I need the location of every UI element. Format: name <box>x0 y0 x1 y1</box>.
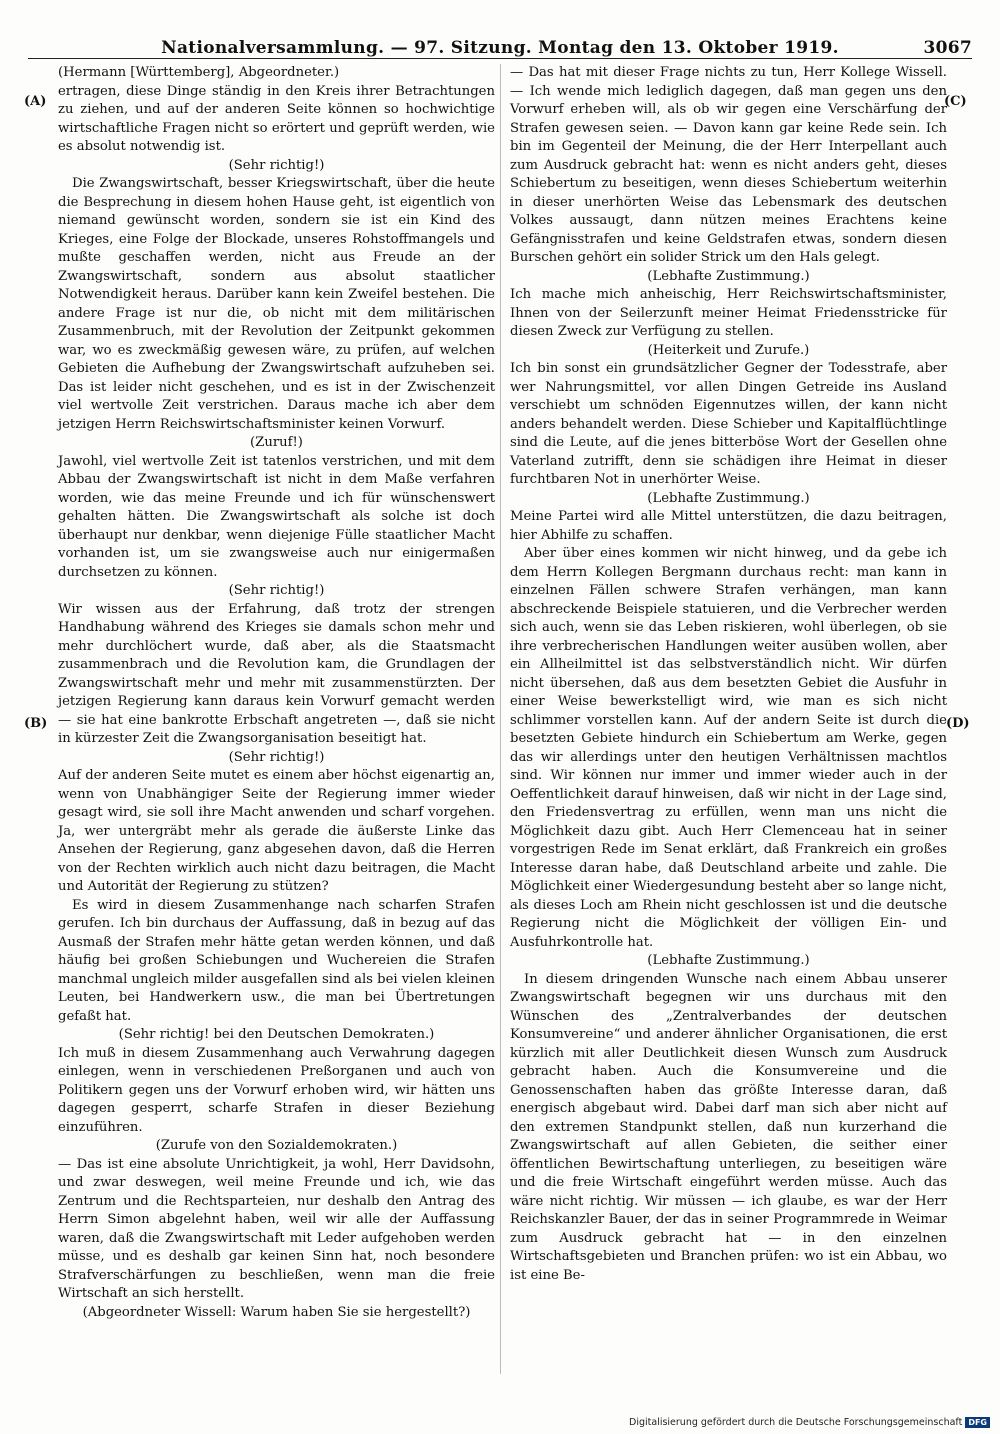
paragraph: Auf der anderen Seite mutet es einem aber höchst eigenartig an, wenn von Unabhängiger Seite der Regierung immer wieder gesagt wird, sie soll ihre Macht anwenden und scharf vorgehen. Ja, wer untergräbt mehr als gerade die äußerste Linke das Ansehen der Regierung, ganz abgesehen davon, daß die Herren von der Rechten wirklich auch nicht dazu beitragen, die Macht und Autorität der Regierung zu stützen? <box>58 768 495 894</box>
column-divider <box>500 64 501 1374</box>
speaker-tag: (Hermann [Württemberg], Abgeordneter.) <box>58 65 340 80</box>
paragraph: Es wird in diesem Zusammenhange nach scharfen Strafen gerufen. Ich bin durchaus der Auffassung, daß in bezug auf das Ausmaß der Strafen mehr hätte getan werden können, und daß häufig bei großen Schiebungen und Wuchereien die Strafen manchmal ungleich milder ausgefallen sind als bei vielen kleinen Leuten, bei Handwerkern usw., die man bei Übertretungen gefaßt hat. <box>58 897 495 1024</box>
page-number: 3067 <box>923 38 972 58</box>
footer-text: Digitalisierung gefördert durch die Deutsche Forschungsgemeinschaft <box>629 1417 963 1428</box>
dfg-logo: DFG <box>965 1417 990 1428</box>
interjection: (Lebhafte Zustimmung.) <box>647 953 810 968</box>
interjection: (Heiterkeit und Zurufe.) <box>647 342 810 358</box>
paragraph: ertragen, diese Dinge ständig in den Kreis ihrer Betrachtungen zu ziehen, und auf der anderen Seite können so hochwichtige wirtschaftliche Fragen nicht so erörtert und geprüft werden, wie es absolut notwendig ist. <box>58 83 495 154</box>
paragraph: Wir wissen aus der Erfahrung, daß trotz der strengen Handhabung während des Krieges sie damals schon mehr und mehr durchlöchert wurde, daß aber, als die Staatsmacht zusammenbrach und die Revolution kam, die Grundlagen der Zwangswirtschaft mehr und mehr mit zusammenstürzten. Der jetzigen Regierung kann daraus kein Vorwurf gemacht werden — sie hat eine bankrotte Erbschaft angetreten —, daß sie nicht in kürzester Zeit die Zwangsorganisation beseitigt hat. <box>58 601 495 746</box>
paragraph: Ich bin sonst ein grundsätzlicher Gegner der Todesstrafe, aber wer Nahrungsmittel, vor allen Dingen Getreide ins Ausland verschiebt um schnöden Eigennutzes willen, der kann nicht anders behandelt werden. Diese Schieber und Kapitalflüchtlinge sind die Leute, auf die jenes bitterböse Wort der Gesellen ohne Vaterland zutrifft, denn sie schädigen ihre Heimat in dieser furchtbaren Not in unerhörter Weise. <box>510 361 947 487</box>
interjection: (Sehr richtig! bei den Deutschen Demokraten.) <box>118 1027 435 1042</box>
interjection: (Zurufe von den Sozialdemokraten.) <box>155 1138 398 1153</box>
interjection: (Lebhafte Zustimmung.) <box>647 490 810 506</box>
paragraph: Jawohl, viel wertvolle Zeit ist tatenlos verstrichen, und mit dem Abbau der Zwangswirtschaft ist nicht in dem Maße verfahren worden, wie das meine Freunde und ich für wünschenswert gehalten hätten. Die Zwangswirtschaft als solche ist doch überhaupt nur denkbar, wenn diejenige Fülle staatlicher Macht vorhanden ist, um sie zwangsweise auch nur einigermaßen durchsetzen zu können. <box>58 453 495 580</box>
interjection: (Sehr richtig!) <box>228 749 325 765</box>
paragraph: — Das hat mit dieser Frage nichts zu tun, Herr Kollege Wissell. — Ich wende mich lediglich dagegen, daß man gegen uns den Vorwurf erheben will, als ob wir gegen eine Verschärfung der Strafen gewesen seien. — Davon kann gar keine Rede sein. Ich bin im Gegenteil der Meinung, die der Herr Interpellant auch zum Ausdruck gebracht hat: wenn es nicht anders geht, dieses Schiebertum zu beseitigen, wenn dieses Schiebertum weiterhin in dieser unerhörten Weise das Lebensmark des deutschen Volkes aussaugt, dann nützen meines Erachtens keine Gefängnisstrafen und keine Geldstrafen etwas, sondern diesen Burschen gehört ein solider Strick um den Hals gelegt. <box>510 65 947 265</box>
header-title: Nationalversammlung. — 97. Sitzung. Montag den 13. Oktober 1919. <box>161 38 839 58</box>
interjection: (Sehr richtig!) <box>228 157 325 173</box>
footer <box>629 1417 990 1428</box>
paragraph: Die Zwangswirtschaft, besser Kriegswirtschaft, über die heute die Besprechung in diesem hohen Hause geht, ist eigentlich von niemand gewünscht worden, sondern sie ist ein Kind des Krieges, eine Folge der Blockade, unseres Rohstoffmangels und mußte geschaffen werden, nicht aus Freude an der Zwangswirtschaft, sondern aus absolut staatlicher Notwendigkeit heraus. Darüber kann kein Zweifel bestehen. Die andere Frage ist nur die, ob nicht mit dem militärischen Zusammenbruch, mit der Revolution der Zeitpunkt gekommen war, wo es zweckmäßig gewesen wäre, zu prüfen, auf welchen Gebieten die Aufhebung der Zwangswirtschaft aufzuheben sei. Das ist leider nicht geschehen, und es ist in der Zwischenzeit viel wertvolle Zeit verstrichen. Daraus mache ich aber dem jetzigen Herrn Reichswirtschaftsminister keinen Vorwurf. <box>58 176 495 432</box>
paragraph: Ich muß in diesem Zusammenhang auch Verwahrung dagegen einlegen, wenn in verschiedenen Preßorganen und auch von Politikern gegen uns der Vorwurf erhoben wird, wir hätten uns dagegen gesperrt, scharfe Strafen in dieser Beziehung einzuführen. <box>58 1045 495 1135</box>
paragraph: Meine Partei wird alle Mittel unterstützen, die dazu beitragen, hier Abhilfe zu schaffen. <box>510 509 947 543</box>
paragraph: Aber über eines kommen wir nicht hinweg, und da gebe ich dem Herrn Kollegen Bergmann durchaus recht: man kann in einzelnen Fällen schwere Strafen verhängen, man kann abschreckende Beispiele statuieren, und die Verbrecher werden sich auch, wenn sie das Leben riskieren, wohl überlegen, ob sie ihre verbrecherischen Handlungen weiter ausüben wollen, aber ein Allheilmittel ist das selbstverständlich nicht. Wir dürfen nicht übersehen, daß aus dem besetzten Gebiet die Ausfuhr in einer Weise bewerkstelligt wird, wie man es sich nicht schlimmer vorstellen kann. Auf der andern Seite ist durch die besetzten Gebiete hindurch ein Schiebertum am Werke, gegen das wir allerdings unter den heutigen Verhältnissen machtlos sind. Wir können nur immer und immer wieder auch in der Oeffentlichkeit darauf hinweisen, daß wir nicht in der Lage sind, den Friedensvertrag zu erfüllen, wenn man uns nicht die Möglichkeit dazu gibt. Auch Herr Clemenceau hat in seiner vorgestrigen Rede im Senat erklärt, daß Frankreich ein großes Interesse daran habe, daß Deutschland arbeite und zahle. Die Möglichkeit einer Wiedergesundung besteht aber so lange nicht, als dieses Loch am Rhein nicht geschlossen ist und die deutsche Regierung nicht die Möglichkeit der völligen Ein- und Ausfuhrkontrolle hat. <box>510 546 947 950</box>
right-column <box>510 64 947 1285</box>
margin-mark-c: (C) <box>944 94 967 109</box>
interjection: (Sehr richtig!) <box>228 583 325 598</box>
paragraph: Ich mache mich anheischig, Herr Reichswirtschaftsminister, Ihnen von der Seilerzunft meiner Heimat Friedensstricke für diesen Zweck zur Verfügung zu stellen. <box>510 287 947 339</box>
interjection: (Lebhafte Zustimmung.) <box>647 268 810 284</box>
interjection: (Zuruf!) <box>250 435 303 450</box>
page-header <box>28 32 972 59</box>
paragraph: In diesem dringenden Wunsche nach einem Abbau unserer Zwangswirtschaft begegnen wir uns durchaus mit den Wünschen des „Zentralverbandes der deutschen Konsumvereine“ und anderer ähnlicher Organisationen, die erst kürzlich mit aller Deutlichkeit diesen Wunsch zum Ausdruck gebracht haben. Auch die Konsumvereine und die Genossenschaften haben das größte Interesse daran, daß energisch abgebaut wird. Dabei darf man sich aber nicht auf den extremen Standpunkt stellen, daß nun kurzerhand die Zwangswirtschaft auf allen Gebieten, die seither einer öffentlichen Bewirtschaftung unterliegen, zu beseitigen wäre und die freie Wirtschaft eingeführt werden müsse. Auch das wäre nicht richtig. Wir müssen — ich glaube, es war der Herr Reichskanzler Bauer, der das in seiner Programmrede in Weimar zum Ausdruck gebracht hat — in den einzelnen Wirtschaftsgebieten und Branchen prüfen: wo ist ein Abbau, wo ist eine Be- <box>510 971 947 1283</box>
interjection: (Abgeordneter Wissell: Warum haben Sie sie hergestellt?) <box>82 1304 471 1320</box>
margin-mark-b: (B) <box>24 716 48 731</box>
margin-mark-a: (A) <box>24 94 47 109</box>
paragraph: — Das ist eine absolute Unrichtigkeit, ja wohl, Herr Davidsohn, und zwar deswegen, weil meine Freunde und ich, wie das Zentrum und die Rechtsparteien, nur deshalb den Antrag des Herrn Simon abgelehnt haben, weil wir alle der Auffassung waren, daß die Zwangswirtschaft mit Leder aufgehoben werden müsse, und es deshalb gar keinen Sinn hat, noch besondere Strafverschärfungen zu beschließen, wenn man die freie Wirtschaft an sich herstellt. <box>58 1156 495 1301</box>
margin-mark-d: (D) <box>946 716 970 731</box>
left-column <box>58 64 495 1322</box>
